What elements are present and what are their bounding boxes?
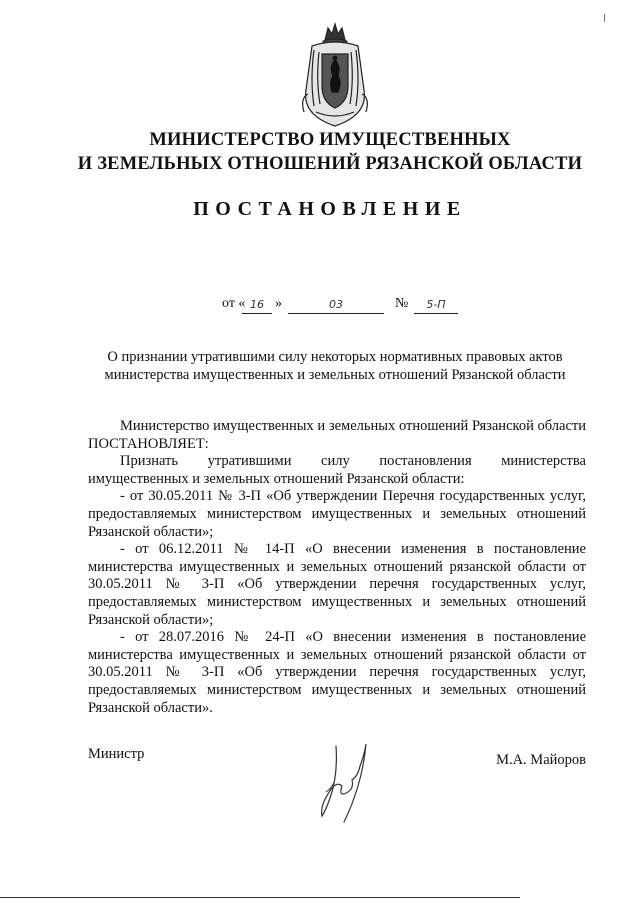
signer-position: Министр [88, 746, 145, 762]
handwritten-signature [308, 736, 388, 826]
document-subject [80, 348, 590, 384]
body-paragraph-1: Министерство имущественных и земельных отношений Рязанской области ПОСТАНОВЛЯЕТ: [88, 418, 586, 452]
body-paragraph-4: - от 06.12.2011 № 14-П «О внесении изменения в постановление министерства имущественных и земельных отношений рязанской области от 30.05.2011 № 3-П «Об утверждении перечня государственных услуг, предоставляемых министерством имущественных и земельных отношений Рязанской области»; [88, 541, 586, 628]
ministry-name-line1: МИНИСТЕРСТВО ИМУЩЕСТВЕННЫХ [149, 130, 511, 150]
body-paragraph-3: - от 30.05.2011 № 3-П «Об утверждении Перечня государственных услуг, предоставляемых министерством имущественных и земельных отношений Рязанской области»; [88, 488, 586, 540]
ministry-name-line2: И ЗЕМЕЛЬНЫХ ОТНОШЕНИЙ РЯЗАНСКОЙ ОБЛАСТИ [77, 154, 583, 174]
document-body [88, 418, 586, 717]
signer-name: М.А. Майоров [496, 752, 586, 768]
date-month-field: 03 [288, 296, 384, 314]
subject-line2: министерства имущественных и земельных отношений Рязанской области [104, 367, 566, 383]
body-paragraph-2: Признать утратившими силу постановления министерства имущественных и земельных отношений Рязанской области: [88, 453, 586, 487]
number-label: № [395, 296, 409, 311]
date-number-line [0, 296, 640, 318]
date-day-field: 16 [242, 296, 272, 314]
date-from-label: от « [222, 296, 246, 311]
date-day-close: » [275, 296, 282, 311]
subject-line1: О признании утратившими силу некоторых нормативных правовых актов [107, 349, 563, 365]
scan-mark [604, 14, 605, 22]
document-number-field: 5-П [414, 296, 458, 314]
document-type-title: ПОСТАНОВЛЕНИЕ [193, 198, 467, 220]
coat-of-arms-icon [292, 20, 378, 130]
body-paragraph-5: - от 28.07.2016 № 24-П «О внесении изменения в постановление министерства имущественных и земельных отношений рязанской области от 30.05.2011 № 3-П «Об утверждении перечня государственных услуг, предоставляемых министерством имущественных и земельных отношений Рязанской области». [88, 629, 586, 716]
bottom-rule [0, 897, 520, 898]
